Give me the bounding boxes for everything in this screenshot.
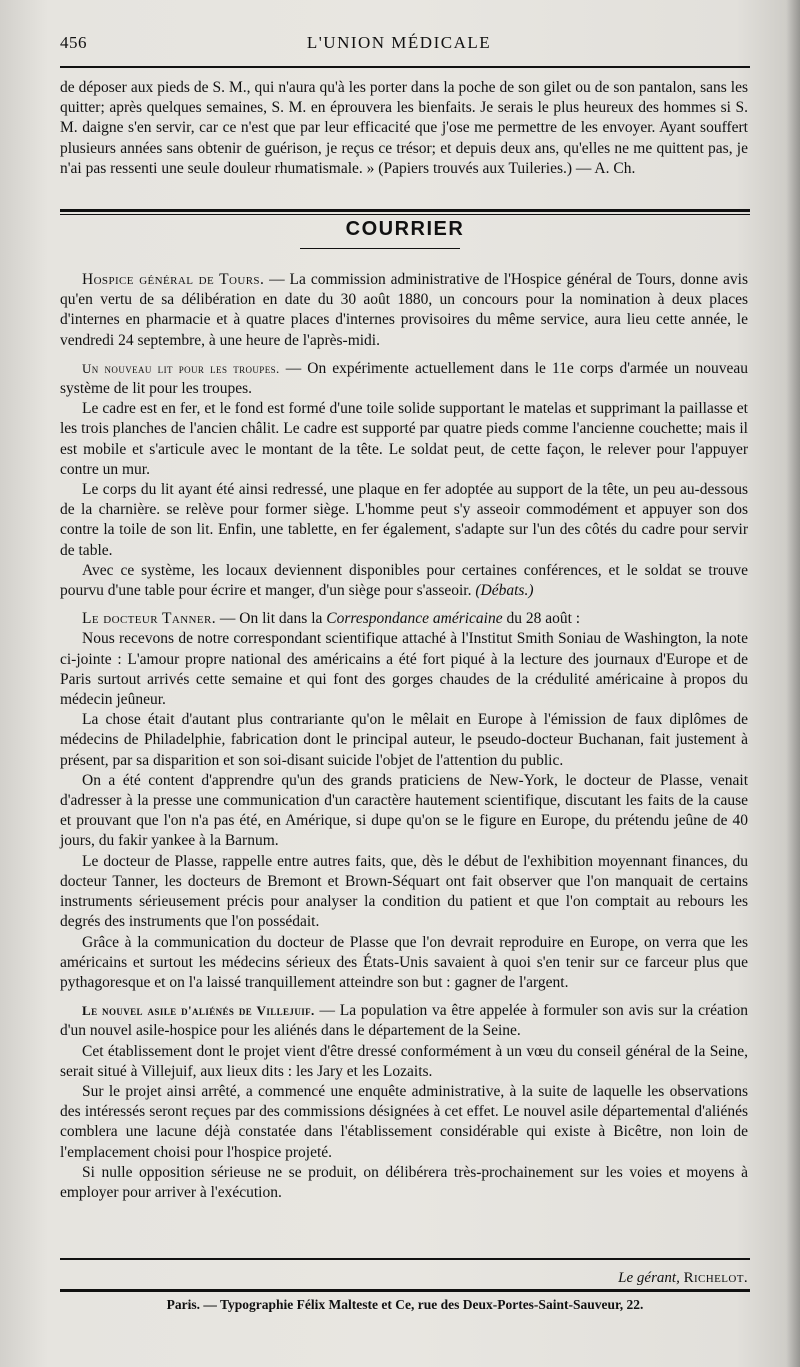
tanner-paragraph: Le docteur de Plasse, rappelle entre autres faits, que, dès le début de l'exhibition moyennant finances, du docteur Tanner, les docteurs de Bremont et Brown-Séquart ont fait observer que l'on manquait de certains instruments sérieusement précis pour analyser la condition du patient et que l'on comptait au rebours les degrés des instruments que l'on possédait.	[60, 852, 748, 931]
page-header	[60, 33, 738, 59]
asile-lead: — La population va être appelée à formuler son avis sur la création d'un nouvel asile-hospice pour les aliénés dans le département de la Seine.	[60, 1002, 748, 1040]
asile-paragraph: Cet établissement dont le projet vient d'être dressé conformément à un vœu du conseil général de la Seine, serait situé à Villejuif, aux lieux dits : les Jary et les Lozaits.	[60, 1042, 748, 1080]
printer-imprint: Paris. — Typographie Félix Malteste et Ce, rue des Deux-Portes-Saint-Sauveur, 22.	[166, 1297, 644, 1312]
tanner-publication: Correspondance américaine	[326, 610, 503, 628]
hospice-text: — La commission administrative de l'Hospice général de Tours, donne avis qu'en vertu de sa délibération en date du 30 août 1880, un concours pour la nomination à deux places d'internes en pharmacie et à quatre places d'internes provisoires du même service, aura lieu cette année, le vendredi 24 septembre, à une heure de l'après-midi.	[60, 271, 748, 349]
section-header	[60, 218, 750, 241]
intro-article	[60, 78, 748, 179]
asile-lead-paragraph	[60, 1001, 748, 1041]
section-rule-top-thin	[60, 214, 750, 215]
running-title: L'UNION MÉDICALE	[306, 33, 492, 52]
footer-rule	[60, 1258, 750, 1260]
asile-paragraph: Sur le projet ainsi arrêté, a commencé une enquête administrative, à la suite de laquelle les observations des intéressés seront reçues par des commissions désignées à cet effet. Le nouvel asile départemental d'aliénés comblera une lacune déjà constatée dans l'établissement considérable qui existe à Bicêtre, non loin de l'emplacement choisi pour l'hospice projeté.	[60, 1082, 748, 1161]
hospice-paragraph	[60, 270, 748, 351]
section-rule-top	[60, 209, 750, 212]
lit-source: (Débats.)	[475, 582, 534, 600]
asile-heading: Le nouvel asile d'aliénés de Villejuif.	[82, 1003, 315, 1019]
intro-paragraph: de déposer aux pieds de S. M., qui n'aura qu'à les porter dans la poche de son gilet ou de son pantalon, sans les quitter; après quelques semaines, S. M. en éprouvera les bienfaits. Je serais le plus heureux des hommes si S. M. daigne s'en servir, car ce n'est que par leur efficacité que j'ose me permettre de les envoyer. Ayant souffert plusieurs années sans obtenir de guérison, je reçus ce trésor; et depuis deux ans, qu'elles ne me quittent pas, je n'ai pas ressenti une seule douleur rhumatismale. » (Papiers trouvés aux Tuileries.) — A. Ch.	[60, 79, 748, 177]
tanner-paragraph: Nous recevons de notre correspondant scientifique attaché à l'Institut Smith Soniau de Washington, la note ci-jointe : L'amour propre national des américains a été fort piqué à la lecture des journaux d'Europe et de Paris surtout arrivés cette semaine et qui font des gorges chaudes de la crédulité américaine à propos du médecin jeûneur.	[60, 630, 748, 709]
lit-lead: — On expérimente actuellement dans le 11e corps d'armée un nouveau système de lit pour les troupes.	[60, 359, 748, 398]
lit-paragraph: Le corps du lit ayant été ainsi redressé, une plaque en fer adoptée au support de la tête, un peu au-dessous de la charnière. se relève pour former siège. L'homme peut s'y asseoir commodément et appuyer son dos contre la toile de son lit. Enfin, une tablette, en fer également, s'adapte sur l'un des côtés du cadre pour servir de table.	[60, 481, 748, 559]
tanner-heading: Le docteur Tanner.	[82, 610, 217, 628]
gerant-name: Richelot.	[683, 1270, 748, 1286]
gerant-label: Le gérant,	[618, 1270, 680, 1286]
section-title-underline	[300, 248, 460, 249]
hospice-heading: Hospice général de Tours.	[82, 271, 265, 288]
imprint-rule	[60, 1289, 750, 1292]
page-number: 456	[60, 33, 87, 52]
courrier-articles	[60, 270, 748, 1203]
tanner-lead: — On lit dans la	[216, 610, 327, 628]
tanner-paragraph: Grâce à la communication du docteur de Plasse que l'on devrait reproduire en Europe, on verra que les américains et surtout les médecins sérieux des États-Unis savaient à quoi s'en tenir sur ce farceur plus que pythagoresque et on l'a laissé tranquillement atteindre son but : gagner de l'argent.	[60, 933, 748, 991]
lit-heading: Un nouveau lit pour les troupes.	[82, 360, 280, 376]
asile-paragraph: Si nulle opposition sérieuse ne se produit, on délibérera très-prochainement sur les voies et moyens à employer pour arriver à l'exécution.	[60, 1163, 748, 1201]
tanner-lead-end: du 28 août :	[502, 610, 581, 628]
page-binding-shadow	[786, 0, 800, 1367]
lit-paragraph: Le cadre est en fer, et le fond est formé d'une toile solide supportant le matelas et supprimant la paillasse et les trois planches de l'ancien châlit. Le cadre est supporté par quatre pieds comme l'ancienne couchette; mais il est mobile et s'articule avec le montant de la tête. Le soldat peut, de cette façon, le relever pour l'appuyer contre un mur.	[60, 400, 748, 478]
lit-paragraph	[60, 561, 748, 601]
tanner-lead-paragraph	[60, 609, 748, 629]
lit-paragraph-text: Avec ce système, les locaux deviennent disponibles pour certaines conférences, et le soldat se trouve pourvu d'une table pour écrire et manger, d'un siège pour s'asseoir.	[60, 561, 748, 600]
lit-lead-paragraph	[60, 359, 748, 399]
section-title: COURRIER	[345, 218, 465, 240]
tanner-paragraph: On a été content d'apprendre qu'un des grands praticiens de New-York, le docteur de Plasse, venait d'adresser à la presse une communication d'un caractère hautement scientifique, discutant les faits de la cause et prouvant que l'on n'a pas été, en Amérique, si dupe qu'on se le figure en Europe, du prétendu jeûne de 40 jours, du fakir yankee à la Barnum.	[60, 771, 748, 850]
gerant-signature	[618, 1270, 748, 1287]
header-rule	[60, 66, 750, 68]
tanner-paragraph: La chose était d'autant plus contrariante qu'on le mêlait en Europe à l'émission de faux diplômes de médecins de Philadelphie, fabrication dont le principal auteur, le pseudo-docteur Buchanan, fait justement à présent, par sa disparition et son soi-disant suicide l'objet de l'attention du public.	[60, 711, 748, 769]
